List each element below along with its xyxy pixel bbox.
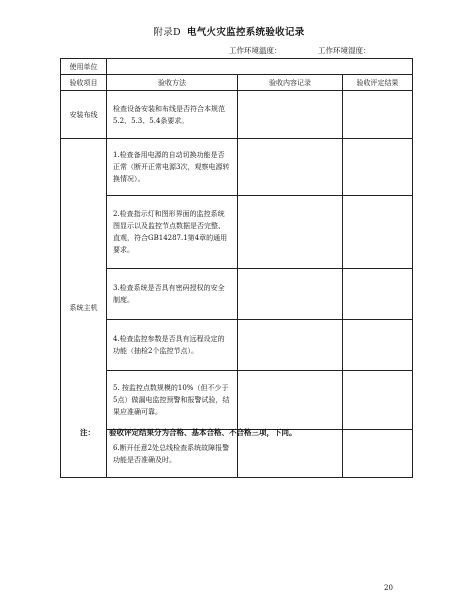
item-wiring: 安装布线 (61, 91, 107, 139)
record-cell (238, 371, 343, 430)
result-cell (343, 196, 413, 269)
note-label: 注： (80, 428, 95, 437)
result-cell (343, 139, 413, 196)
result-cell (343, 371, 413, 430)
header-item: 验收项目 (61, 75, 107, 91)
result-cell (343, 269, 413, 320)
record-cell (238, 91, 343, 139)
note-text: 验收评定结果分为合格、基本合格、不合格三项，下同。 (109, 428, 297, 437)
result-cell (343, 430, 413, 478)
humidity-label: 工作环境湿度： (318, 46, 371, 55)
header-result: 验收评定结果 (343, 75, 413, 91)
record-cell (238, 320, 343, 371)
appendix-label: 附录D (153, 27, 181, 38)
footnote (80, 427, 297, 438)
method-cell: 检查设备安装和布线是否符合本规范5.2、5.3、5.4条要求。 (107, 91, 238, 139)
record-cell (238, 269, 343, 320)
record-cell (238, 139, 343, 196)
method-cell: 1.检查备用电源的自动切换功能是否正常（断开正常电源3次，观察电源转换情况）。 (107, 139, 238, 196)
method-cell: 5. 按监控点数规模的10%（但不少于5点）做漏电监控预警和报警试验，结果应准确可靠。 (107, 371, 238, 430)
record-cell (238, 196, 343, 269)
temperature-label: 工作环境温度： (229, 46, 282, 55)
method-cell: 4.检查监控参数是否具有远程设定的功能（抽检2个监控节点）。 (107, 320, 238, 371)
method-cell: 6.断开任意2处总线检查系统故障报警功能是否准确及时。 (107, 430, 238, 478)
user-unit-label: 使用单位 (61, 59, 107, 75)
method-cell: 3.检查系统是否具有密码授权的安全制度。 (107, 269, 238, 320)
header-method: 验收方法 (107, 75, 238, 91)
header-record: 验收内容记录 (238, 75, 343, 91)
result-cell (343, 320, 413, 371)
item-host: 系统主机 (61, 139, 107, 478)
title-text: 电气火灾监控系统验收记录 (186, 27, 305, 38)
result-cell (343, 91, 413, 139)
method-cell: 2.检查指示灯和图形界面的监控系统图显示以及监控节点数据是否完整、直观，符合GB14287.1第4章的通用要求。 (107, 196, 238, 269)
page-number: 20 (384, 584, 393, 592)
document-title (0, 24, 458, 38)
acceptance-record-table (60, 58, 413, 478)
user-unit-value (107, 59, 413, 75)
